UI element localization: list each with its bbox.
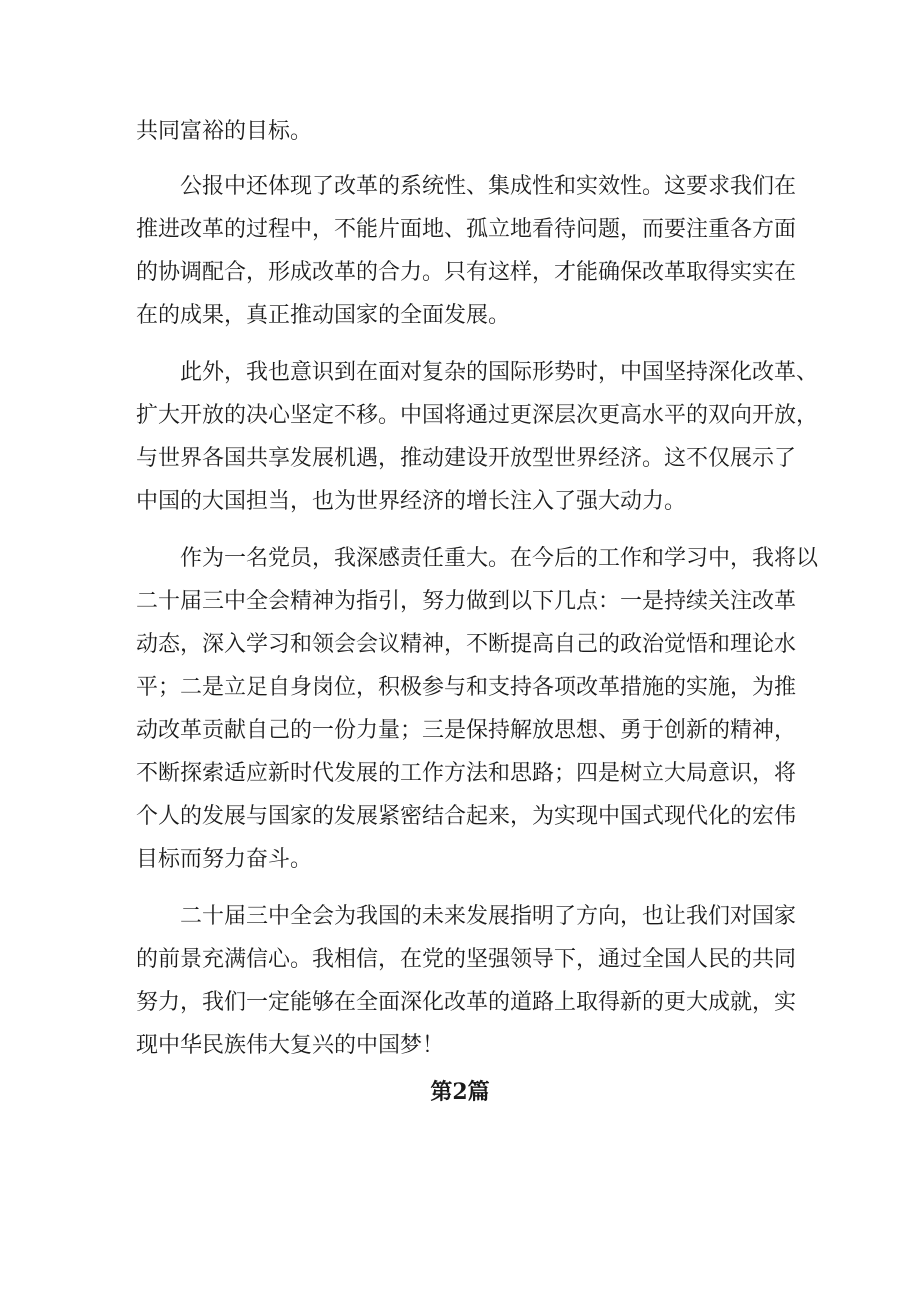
- paragraph-1-line-1: 共同富裕的目标。: [136, 119, 313, 144]
- paragraph-2-line-4: 在的成果，真正推动国家的全面发展。: [136, 303, 511, 328]
- paragraph-4-line-2: 二十届三中全会精神为指引，努力做到以下几点：一是持续关注改革: [136, 589, 797, 614]
- paragraph-4-line-4: 平；二是立足自身岗位，积极参与和支持各项改革措施的实施，为推: [136, 675, 797, 700]
- paragraph-5-line-4: 现中华民族伟大复兴的中国梦！: [136, 1033, 445, 1058]
- paragraph-4-line-8: 目标而努力奋斗。: [136, 847, 313, 872]
- paragraph-3-line-4: 中国的大国担当，也为世界经济的增长注入了强大动力。: [136, 489, 687, 514]
- paragraph-4-line-7: 个人的发展与国家的发展紧密结合起来，为实现中国式现代化的宏伟: [136, 804, 797, 829]
- section-heading: 第2篇: [430, 1079, 490, 1105]
- paragraph-3-line-2: 扩大开放的决心坚定不移。中国将通过更深层次更高水平的双向开放，: [136, 403, 819, 428]
- paragraph-4-line-1: 作为一名党员，我深感责任重大。在今后的工作和学习中，我将以: [136, 546, 819, 571]
- paragraph-4-line-3: 动态，深入学习和领会会议精神，不断提高自己的政治觉悟和理论水: [136, 632, 797, 657]
- paragraph-4-line-6: 不断探索适应新时代发展的工作方法和思路；四是树立大局意识，将: [136, 761, 797, 786]
- paragraph-2-line-2: 推进改革的过程中，不能片面地、孤立地看待问题，而要注重各方面: [136, 217, 797, 242]
- paragraph-5-line-2: 的前景充满信心。我相信，在党的坚强领导下，通过全国人民的共同: [136, 947, 797, 972]
- paragraph-5-line-3: 努力，我们一定能够在全面深化改革的道路上取得新的更大成就，实: [136, 990, 797, 1015]
- paragraph-2-line-3: 的协调配合，形成改革的合力。只有这样，才能确保改革取得实实在: [136, 260, 797, 285]
- paragraph-3-line-3: 与世界各国共享发展机遇，推动建设开放型世界经济。这不仅展示了: [136, 446, 797, 471]
- paragraph-3-line-1: 此外，我也意识到在面对复杂的国际形势时，中国坚持深化改革、: [136, 360, 819, 385]
- paragraph-5-line-1: 二十届三中全会为我国的未来发展指明了方向，也让我们对国家: [136, 904, 797, 929]
- paragraph-4-line-5: 动改革贡献自己的一份力量；三是保持解放思想、勇于创新的精神，: [136, 718, 797, 743]
- paragraph-2-line-1: 公报中还体现了改革的系统性、集成性和实效性。这要求我们在: [136, 174, 797, 199]
